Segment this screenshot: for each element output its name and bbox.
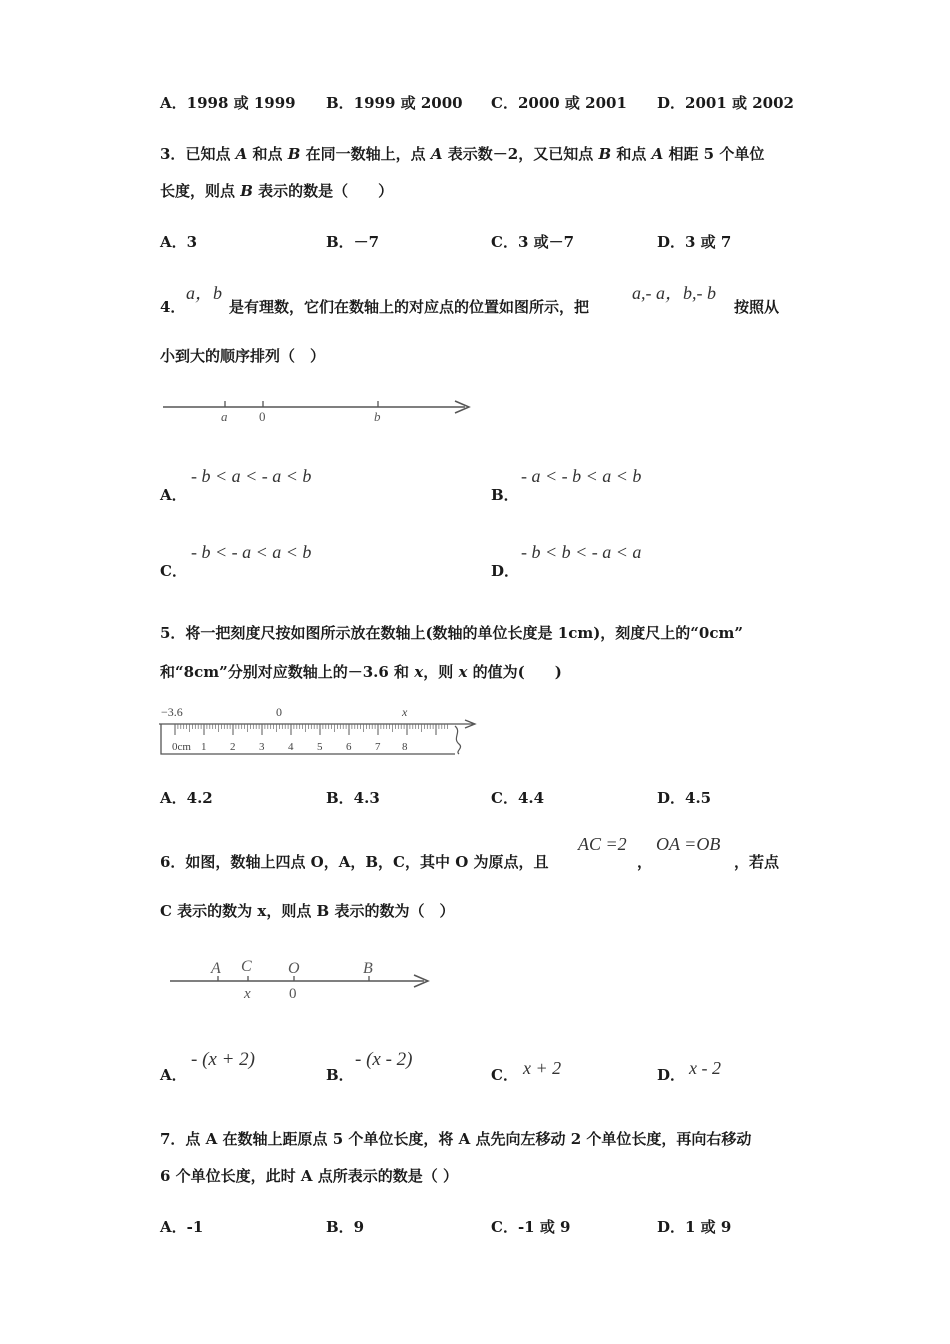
q5-option-b: B．4.3 xyxy=(326,789,380,807)
q4-label-b: b xyxy=(374,409,381,424)
q6-option-a-math: - (x + 2) xyxy=(191,1049,255,1070)
q6-label-B: B xyxy=(363,960,373,977)
q6-math-ac: AC =2 xyxy=(578,834,627,854)
q7-option-d: D．1 或 9 xyxy=(657,1218,732,1236)
q4-line-2: 小到大的顺序排列（ ） xyxy=(160,347,326,365)
q7-option-a: A．-1 xyxy=(160,1218,204,1236)
q6-option-b-math: - (x - 2) xyxy=(355,1049,413,1070)
q4-option-c-letter: C． xyxy=(160,562,187,580)
q5-ruler-3: 3 xyxy=(259,741,265,753)
q3-option-b: B．－7 xyxy=(326,233,380,251)
q6-text-1: 6．如图，数轴上四点 O，A，B，C，其中 O 为原点，且 xyxy=(160,853,549,871)
q6-text-2: ，若点 xyxy=(734,853,780,871)
q2-option-b: B．1999 或 2000 xyxy=(326,94,463,112)
q5-ruler-5: 5 xyxy=(317,741,323,753)
q5-label-x: x xyxy=(402,705,408,719)
q4-option-b-letter: B． xyxy=(491,486,519,504)
q6-option-d-letter: D． xyxy=(657,1066,686,1084)
q7-option-c: C．-1 或 9 xyxy=(491,1218,571,1236)
q4-option-a-math: - b < a < - a < b xyxy=(191,466,312,486)
q2-option-d: D．2001 或 2002 xyxy=(657,94,794,112)
q6-label-0: 0 xyxy=(289,986,297,1002)
q4-option-a-letter: A． xyxy=(160,486,187,504)
q5-ruler-0cm: 0cm xyxy=(172,741,191,753)
q5-ruler-4: 4 xyxy=(288,741,294,753)
q5-label-0: 0 xyxy=(276,705,282,719)
q6-math-oa: OA =OB xyxy=(656,834,721,854)
q6-option-d-math: x - 2 xyxy=(689,1058,721,1078)
q4-text-1: 是有理数，它们在数轴上的对应点的位置如图所示，把 xyxy=(229,298,590,316)
q4-number: 4． xyxy=(160,298,186,316)
q4-math-list: a,- a，b,- b xyxy=(632,283,716,303)
q4-text-2: 按照从 xyxy=(734,298,780,316)
q3-option-c: C．3 或－7 xyxy=(491,233,575,251)
q5-ruler-6: 6 xyxy=(346,741,352,753)
q6-option-c-letter: C． xyxy=(491,1066,518,1084)
q6-label-O: O xyxy=(288,960,300,977)
q4-option-d-letter: D． xyxy=(491,562,520,580)
q3-line-2: 长度，则点 B 表示的数是（ ） xyxy=(160,182,394,200)
q6-option-b-letter: B． xyxy=(326,1066,354,1084)
q3-line-1: 3．已知点 A 和点 B 在同一数轴上，点 A 表示数－2，又已知点 B 和点 A 相距 5 个单位 xyxy=(160,145,765,163)
q5-label-neg3-6: −3.6 xyxy=(161,705,183,719)
q2-option-a: A．1998 或 1999 xyxy=(160,94,296,112)
q5-ruler-2: 2 xyxy=(230,741,236,753)
q3-option-d: D．3 或 7 xyxy=(657,233,732,251)
q6-comma: ， xyxy=(637,853,653,871)
q6-line-2: C 表示的数为 x，则点 B 表示的数为（ ） xyxy=(160,902,455,920)
q3-option-a: A．3 xyxy=(160,233,198,251)
q4-option-c-math: - b < - a < a < b xyxy=(191,542,312,562)
q5-ruler-8: 8 xyxy=(402,741,408,753)
q5-ruler-1: 1 xyxy=(201,741,207,753)
q5-ruler-figure xyxy=(155,702,485,758)
q6-label-x: x xyxy=(244,986,251,1002)
q7-option-b: B．9 xyxy=(326,1218,365,1236)
q5-ruler-break xyxy=(455,726,461,754)
q5-line-1: 5．将一把刻度尺按如图所示放在数轴上(数轴的单位长度是 1cm)，刻度尺上的“0cm” xyxy=(160,624,743,642)
q4-option-b-math: - a < - b < a < b xyxy=(521,466,642,486)
q4-label-0: 0 xyxy=(259,409,266,424)
q5-option-d: D．4.5 xyxy=(657,789,712,807)
q2-option-c: C．2000 或 2001 xyxy=(491,94,627,112)
q6-option-c-math: x + 2 xyxy=(523,1058,562,1078)
q5-ruler-ticks xyxy=(175,724,448,735)
q5-ruler-7: 7 xyxy=(375,741,381,753)
q6-label-C: C xyxy=(241,958,252,975)
q5-option-c: C．4.4 xyxy=(491,789,545,807)
q6-number-line xyxy=(160,952,440,1008)
q4-number-line xyxy=(155,392,485,428)
q5-option-a: A．4.2 xyxy=(160,789,213,807)
q6-label-A: A xyxy=(211,960,221,977)
q4-label-a: a xyxy=(221,409,228,424)
q6-option-a-letter: A． xyxy=(160,1066,187,1084)
q7-line-2: 6 个单位长度，此时 A 点所表示的数是（ ） xyxy=(160,1167,458,1185)
q5-line-2: 和“8cm”分别对应数轴上的－3.6 和 x，则 x 的值为( ) xyxy=(160,663,562,681)
q7-line-1: 7．点 A 在数轴上距原点 5 个单位长度，将 A 点先向左移动 2 个单位长度，再向右移动 xyxy=(160,1130,752,1148)
q4-option-d-math: - b < b < - a < a xyxy=(521,542,642,562)
q4-math-ab: a，b xyxy=(186,283,222,303)
